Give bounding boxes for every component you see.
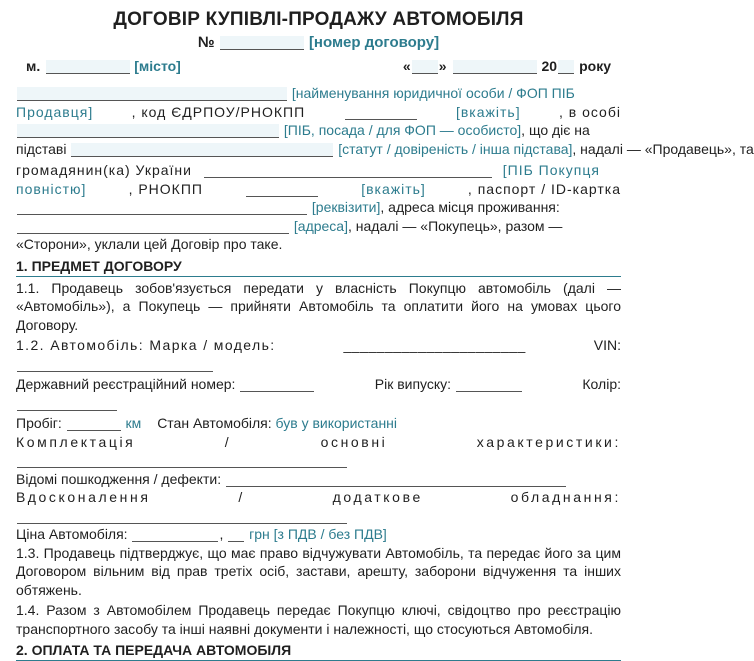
- number-hint: [номер договору]: [308, 34, 440, 51]
- year-label: Рік випуску:: [374, 376, 452, 392]
- vin-line: [16, 355, 621, 374]
- seller-alias-text: , надалі — «Продавець», та: [572, 140, 754, 157]
- city-label: м.: [26, 58, 41, 74]
- equipment-word-2: /: [224, 433, 232, 450]
- equipment-field-line: [16, 451, 621, 470]
- equipment-field[interactable]: [17, 454, 347, 468]
- in-person-text: , в особі: [559, 103, 621, 120]
- seller-line-2: [16, 103, 621, 122]
- parties-alias-text: «Сторони», уклали цей Договір про таке.: [16, 236, 283, 252]
- equipment-word-4: характеристики:: [476, 433, 621, 450]
- buyer-line-5: [16, 235, 621, 254]
- condition-label: Стан Автомобіля:: [157, 415, 272, 431]
- damage-label: Відомі пошкодження / дефекти:: [16, 470, 222, 487]
- equipment-word-1: Комплектація: [16, 433, 136, 450]
- passport-field[interactable]: [17, 201, 307, 215]
- rnokpp-field[interactable]: [246, 183, 318, 197]
- release-year-field[interactable]: [456, 378, 522, 392]
- contract-number-field[interactable]: [220, 36, 304, 50]
- address-label: , адреса місця проживання:: [380, 199, 560, 215]
- rnokpp-hint: [вкажіть]: [361, 180, 426, 197]
- buyer-name-field[interactable]: [204, 164, 492, 178]
- upgrade-word-2: /: [238, 489, 245, 505]
- citizen-label: громадянин(ка) України: [16, 162, 192, 178]
- year-suffix: року: [579, 58, 611, 74]
- seller-line-1: [16, 84, 621, 103]
- basis-label: підставі: [16, 140, 67, 157]
- vehicle-model-line: [16, 336, 621, 355]
- model-field[interactable]: ______________________: [343, 337, 526, 353]
- city-hint: [місто]: [134, 58, 181, 74]
- quote-open: «: [402, 58, 411, 74]
- model-label: 1.2. Автомобіль: Марка / модель:: [16, 337, 276, 353]
- rnokpp-label: , РНОКПП: [128, 180, 203, 197]
- mileage-label: Пробіг:: [16, 415, 62, 431]
- buyer-name-hint-cont: повністю]: [16, 180, 87, 197]
- clause-1-1: 1.1. Продавець зобов'язується передати у власність Покупцю автомобіль (далі — «Автомобіль»), а Покупець — прийняти Автомобіль та оплатити його на умовах цього Договору.: [16, 279, 621, 333]
- basis-field[interactable]: [71, 143, 333, 157]
- buyer-line-3: [16, 198, 621, 217]
- upgrade-field[interactable]: [17, 510, 347, 524]
- month-field[interactable]: [453, 60, 537, 74]
- number-label: №: [197, 34, 215, 51]
- person-hint: [ПІБ, посада / для ФОП — особисто]: [283, 122, 522, 138]
- year-field[interactable]: [558, 60, 574, 74]
- mileage-unit: км: [125, 415, 142, 431]
- damage-field[interactable]: [226, 473, 566, 487]
- condition-hint: був у використанні: [275, 415, 398, 431]
- upgrade-field-line: [16, 507, 621, 526]
- price-field[interactable]: [132, 528, 218, 542]
- color-line: [16, 394, 621, 413]
- code-label: , код ЄДРПОУ/РНОКПП: [131, 103, 306, 120]
- seller-person-field[interactable]: [17, 124, 279, 138]
- contract-number-line: [16, 32, 621, 54]
- clause-1-3: 1.3. Продавець підтверджує, що має право відчужувати Автомобіль, та передає його за цим Договором вільним від прав третіх осіб, застави, арешту, заборони відчуження та інших обтяжень.: [16, 544, 621, 598]
- price-line: Ціна Автомобіля: , грн [з ПДВ / без ПДВ]: [16, 526, 387, 542]
- seller-line-4: [16, 140, 754, 159]
- seller-name-field[interactable]: [17, 87, 287, 101]
- equipment-line: [16, 433, 621, 452]
- seller-name-hint-cont: Продавця]: [16, 103, 94, 120]
- address-hint: [адреса]: [293, 217, 348, 234]
- price-hint: [з ПДВ / без ПДВ]: [273, 526, 387, 542]
- quote-close: »: [438, 58, 447, 74]
- buyer-name-hint: [ПІБ Покупця: [502, 162, 600, 178]
- price-kop-field[interactable]: [228, 528, 244, 542]
- buyer-line-1: [16, 161, 621, 180]
- price-currency: грн: [249, 526, 270, 542]
- year-group: [375, 375, 523, 394]
- upgrade-word-3: додаткове: [332, 489, 423, 505]
- buyer-line-2: [16, 180, 621, 199]
- address-field[interactable]: [17, 220, 289, 234]
- code-hint: [вкажіть]: [455, 103, 521, 120]
- upgrade-word-1: Вдосконалення: [16, 489, 151, 505]
- upgrade-line: [16, 488, 621, 507]
- color-label: Колір:: [582, 376, 621, 392]
- color-field[interactable]: [17, 397, 117, 411]
- damage-line: [16, 470, 621, 489]
- basis-hint: [статут / довіреність / інша підстава]: [338, 140, 573, 157]
- section-1-heading: 1. ПРЕДМЕТ ДОГОВОРУ: [16, 256, 621, 277]
- code-field[interactable]: [345, 106, 417, 120]
- place-date-line: [16, 54, 621, 78]
- upgrade-word-4: обладнання:: [510, 489, 621, 505]
- vin-field[interactable]: [17, 358, 213, 372]
- mileage-line: [16, 414, 621, 433]
- equipment-word-3: основні: [320, 433, 388, 450]
- year-prefix: 20: [541, 58, 558, 74]
- seller-name-hint: [найменування юридичної особи / ФОП ПІБ: [291, 85, 575, 101]
- mileage-field[interactable]: [67, 417, 121, 431]
- day-field[interactable]: [412, 60, 438, 74]
- seller-line-3: [16, 121, 621, 140]
- passport-label: , паспорт / ID-картка: [467, 180, 621, 197]
- buyer-alias-text: , надалі — «Покупець», разом —: [347, 217, 563, 234]
- price-label: Ціна Автомобіля:: [16, 526, 128, 542]
- city-field[interactable]: [46, 60, 130, 74]
- buyer-line-4: [16, 217, 621, 236]
- vin-label: VIN:: [593, 337, 621, 353]
- reg-label: Державний реєстраційний номер:: [16, 376, 236, 392]
- reg-field[interactable]: [240, 378, 314, 392]
- reg-line: [16, 375, 621, 394]
- clause-1-4: 1.4. Разом з Автомобілем Продавець передає Покупцю ключі, свідоцтво про реєстрацію транспортного засобу та інші наявні документи і належності, що стосуються Автомобіля.: [16, 602, 621, 637]
- section-2-heading: 2. ОПЛАТА ТА ПЕРЕДАЧА АВТОМОБІЛЯ: [16, 640, 621, 661]
- parties-block: [16, 84, 754, 254]
- passport-hint: [реквізити]: [311, 199, 381, 215]
- reg-group: [16, 375, 315, 394]
- document-title: ДОГОВІР КУПІВЛІ-ПРОДАЖУ АВТОМОБІЛЯ: [113, 9, 524, 30]
- acting-on-text: , що діє на: [521, 122, 590, 138]
